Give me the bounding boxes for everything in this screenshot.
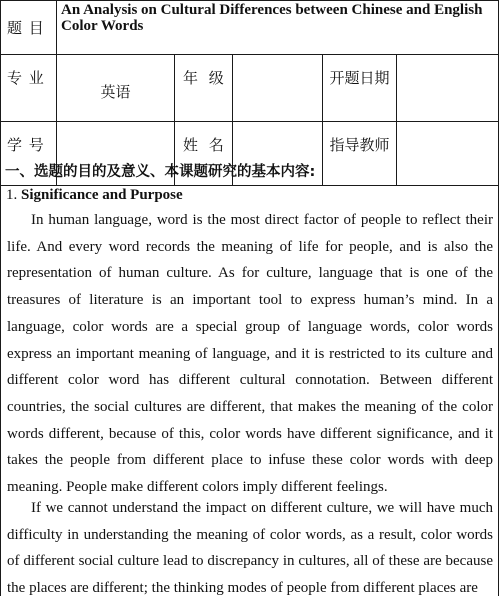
- subsection-number: 1.: [6, 187, 18, 203]
- major-label: 专 业: [1, 55, 57, 122]
- paragraph-impact: If we cannot understand the impact on different culture, we will have much difficulty in understanding the meaning of color words, as a result, color words of different social culture lead to discrepancy in cultures, all of these are because the places are different; the thinking modes of people from different places are: [7, 500, 493, 597]
- grade-value: [233, 55, 323, 122]
- name-label: 姓 名: [175, 122, 233, 186]
- subsection-heading: [6, 187, 183, 204]
- section-heading: 一、选题的目的及意义、本课题研究的基本内容:: [5, 164, 316, 180]
- title-row: [1, 1, 499, 55]
- advisor-label: 指导教师: [323, 122, 397, 186]
- major-row: [1, 55, 499, 122]
- proposal-date-value: [397, 55, 499, 122]
- grade-label: 年 级: [175, 55, 233, 122]
- thesis-title: An Analysis on Cultural Differences between Chinese and English Color Words: [57, 1, 499, 55]
- title-label: 题 目: [1, 1, 57, 55]
- subsection-title: Significance and Purpose: [21, 187, 183, 203]
- proposal-date-label: 开题日期: [323, 55, 397, 122]
- paragraph-significance: In human language, word is the most direct factor of people to reflect their life. And every word records the meaning of life for people, and is also the representation of human culture. As for culture, language that is one of the treasures of literature is an important tool to express human’s mind. In a language, color words are a special group of language words, color words express an important meaning of language, and it is restricted to its culture and different color word has different cultural connotation. Between different countries, the social cultures are different, that makes the meaning of the color words different, because of this, color words have different significance, and it takes the people from different place to infuse these color words with deep meaning. People make different colors imply different feelings.: [7, 212, 493, 496]
- major-value: 英语: [57, 55, 175, 122]
- content-box: [0, 156, 499, 596]
- student-id-label: 学 号: [1, 122, 57, 186]
